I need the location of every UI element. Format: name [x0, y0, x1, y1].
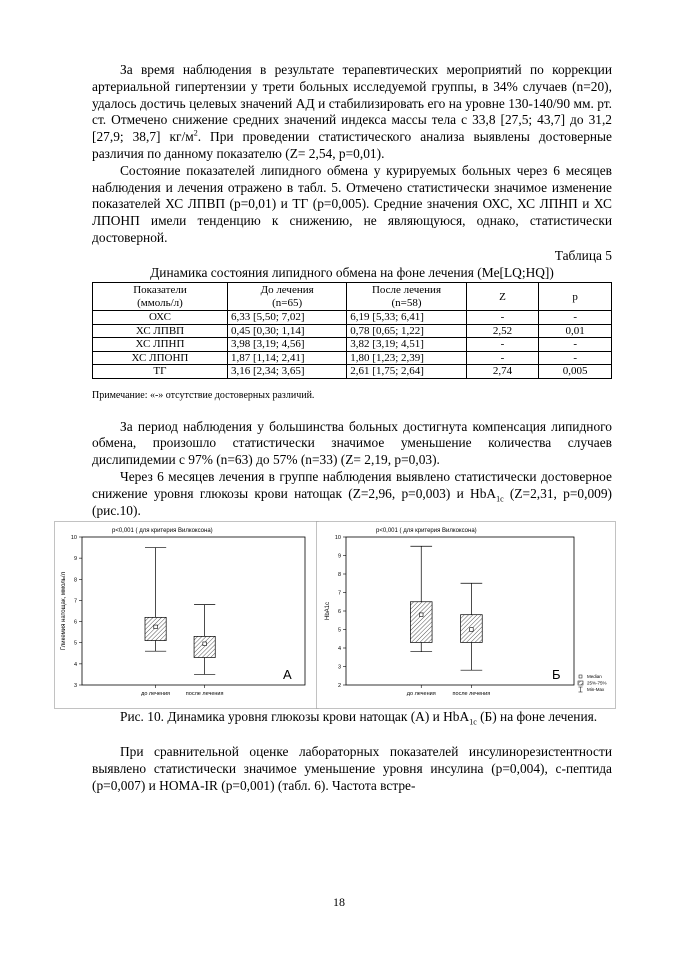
- table-note: Примечание: «-» отсутствие достоверных различий.: [92, 389, 315, 401]
- y-tick-label: 3: [73, 683, 77, 690]
- median-marker: [470, 628, 474, 632]
- figure-10: [61, 521, 612, 709]
- paragraph-5: При сравнительной оценке лабораторных показателей инсулинорезистентности выявлено статистически значимое уменьшение уровня инсулина (p=0,004), с-пептида (p=0,007) и НОМА-IR (p=0,001) (табл. 6). Частота встре-: [92, 744, 612, 793]
- y-tick-label: 9: [73, 556, 77, 563]
- y-tick-label: 7: [73, 598, 77, 605]
- y-tick-label: 9: [337, 553, 341, 560]
- table-cell: ТГ: [93, 365, 228, 379]
- x-tick-label: до лечения: [406, 691, 436, 698]
- table-cell: -: [466, 338, 539, 352]
- table-cell: 6,19 [5,33; 6,41]: [347, 311, 466, 325]
- y-tick-label: 4: [337, 646, 341, 653]
- table-cell: -: [466, 351, 539, 365]
- table-cell: 2,74: [466, 365, 539, 379]
- table-cell: -: [539, 338, 612, 352]
- page-body: [61, 62, 612, 795]
- table-cell: 0,005: [539, 365, 612, 379]
- table-row: [93, 311, 612, 325]
- table-header-row: [93, 283, 612, 311]
- table-row: [93, 351, 612, 365]
- table-cell: 6,33 [5,50; 7,02]: [227, 311, 346, 325]
- x-tick-label: после лечения: [452, 691, 491, 698]
- legend-iqr-icon: [578, 681, 583, 685]
- table-cell: 1,80 [1,23; 2,39]: [347, 351, 466, 365]
- table-cell: -: [539, 311, 612, 325]
- table-cell: 0,45 [0,30; 1,14]: [227, 324, 346, 338]
- iqr-box: [194, 637, 215, 658]
- table-cell: ОХС: [93, 311, 228, 325]
- glucose-boxplot-chart: [54, 521, 319, 709]
- table-cell: 0,01: [539, 324, 612, 338]
- panel-label: А: [283, 667, 292, 683]
- table-row: [93, 338, 612, 352]
- panel-label: Б: [552, 667, 561, 683]
- median-marker: [154, 625, 158, 629]
- paragraph-2: Состояние показателей липидного обмена у курируемых больных через 6 месяцев наблюдения и лечения отражено в табл. 5. Отмечено статистически значимое изменение показателей ХС ЛПВП (p=0,01) и ТГ (p=0,005). Средние значения ОХС, ХС ЛПНП и ХС ЛПОНП имели тенденцию к снижению, не являющуюся, однако, статистически достоверной.: [92, 162, 612, 245]
- y-tick-label: 5: [337, 627, 341, 634]
- table-caption: Динамика состояния липидного обмена на фоне лечения (Me[LQ;HQ]): [150, 264, 554, 280]
- legend-label: 25%-75%: [587, 680, 607, 686]
- legend-label: Median: [587, 674, 602, 680]
- y-tick-label: 7: [337, 590, 341, 597]
- y-axis-label: Гликемия натощак, ммоль/л: [61, 572, 67, 651]
- paragraph-1: За время наблюдения в результате терапевтических мероприятий по коррекции артериальной гипертензии у трети больных исследуемой группы, в 34% случаев (n=20), удалось достичь целевых значений АД и стабилизировать его на уровне 130-140/90 мм. рт. ст. Отмечено снижение средних значений индекса массы тела с 33,8 [27,5; 43,7] до 31,2 [27,9; 38,7] $кг/м^2$. При проведении статистического анализа выявлены достоверные различия по данному показателю (Z= 2,54, p=0,01).: [92, 62, 612, 161]
- iqr-box: [145, 618, 166, 641]
- lipid-table: [92, 282, 612, 379]
- y-tick-label: 10: [334, 535, 341, 542]
- table-cell: -: [539, 351, 612, 365]
- y-tick-label: 5: [73, 641, 77, 648]
- table-cell: 3,98 [3,19; 4,56]: [227, 338, 346, 352]
- y-tick-label: 6: [73, 620, 77, 627]
- y-tick-label: 2: [337, 683, 341, 690]
- table-row: [93, 365, 612, 379]
- table-cell: 3,16 [2,34; 3,65]: [227, 365, 346, 379]
- table-header-cell: Z: [466, 283, 539, 311]
- median-marker: [203, 642, 207, 646]
- table-cell: 1,87 [1,14; 2,41]: [227, 351, 346, 365]
- table-cell: ХС ЛПВП: [93, 324, 228, 338]
- legend-median-icon: [579, 675, 582, 678]
- table-cell: 2,52: [466, 324, 539, 338]
- y-tick-label: 4: [73, 662, 77, 669]
- legend-label: Min-Max: [587, 687, 605, 693]
- table-cell: 2,61 [1,75; 2,64]: [347, 365, 466, 379]
- page-number: 18: [333, 895, 345, 909]
- table-cell: 0,78 [0,65; 1,22]: [347, 324, 466, 338]
- y-tick-label: 8: [337, 572, 341, 579]
- x-tick-label: после лечения: [185, 691, 224, 698]
- hba1c-boxplot-chart: [316, 521, 616, 709]
- table-row: [93, 324, 612, 338]
- table-cell: ХС ЛПНП: [93, 338, 228, 352]
- y-tick-label: 8: [73, 577, 77, 584]
- table-cell: 3,82 [3,19; 4,51]: [347, 338, 466, 352]
- table-header-cell: После лечения (n=58): [347, 283, 466, 311]
- y-tick-label: 10: [70, 535, 77, 542]
- chart-title: p<0,001 ( для критерия Вилкоксона): [376, 528, 477, 535]
- table-cell: -: [466, 311, 539, 325]
- table-header-cell: p: [539, 283, 612, 311]
- y-axis-label: HbA1с: [325, 602, 331, 621]
- table-header-cell: Показатели (ммоль/л): [93, 283, 228, 311]
- figure-caption: Рис. 10. Динамика уровня глюкозы крови натощак (А) и HbA$_{1с}$ (Б) на фоне лечения.: [120, 709, 598, 728]
- iqr-box: [410, 602, 432, 643]
- median-marker: [419, 613, 423, 617]
- y-tick-label: 3: [337, 664, 341, 671]
- chart-frame: [55, 522, 319, 709]
- x-tick-label: до лечения: [141, 691, 171, 698]
- chart-title: p<0,001 ( для критерия Вилкоксона): [112, 528, 213, 535]
- paragraph-4: Через 6 месяцев лечения в группе наблюдения выявлено статистически достоверное снижение уровня глюкозы крови натощак (Z=2,96, p=0,003) и HbA$_{1с}$ (Z=2,31, p=0,009) (рис.10).: [92, 469, 612, 518]
- table-cell: ХС ЛПОНП: [93, 351, 228, 365]
- table-header-cell: До лечения (n=65): [227, 283, 346, 311]
- table-label: Таблица 5: [554, 247, 612, 263]
- paragraph-3: За период наблюдения у большинства больных достигнута компенсация липидного обмена, произошло статистически значимое уменьшение количества случаев дислипидемии с 97% (n=63) до 57% (n=33) (Z= 2,19, p=0,03).: [92, 418, 612, 468]
- y-tick-label: 6: [337, 609, 341, 616]
